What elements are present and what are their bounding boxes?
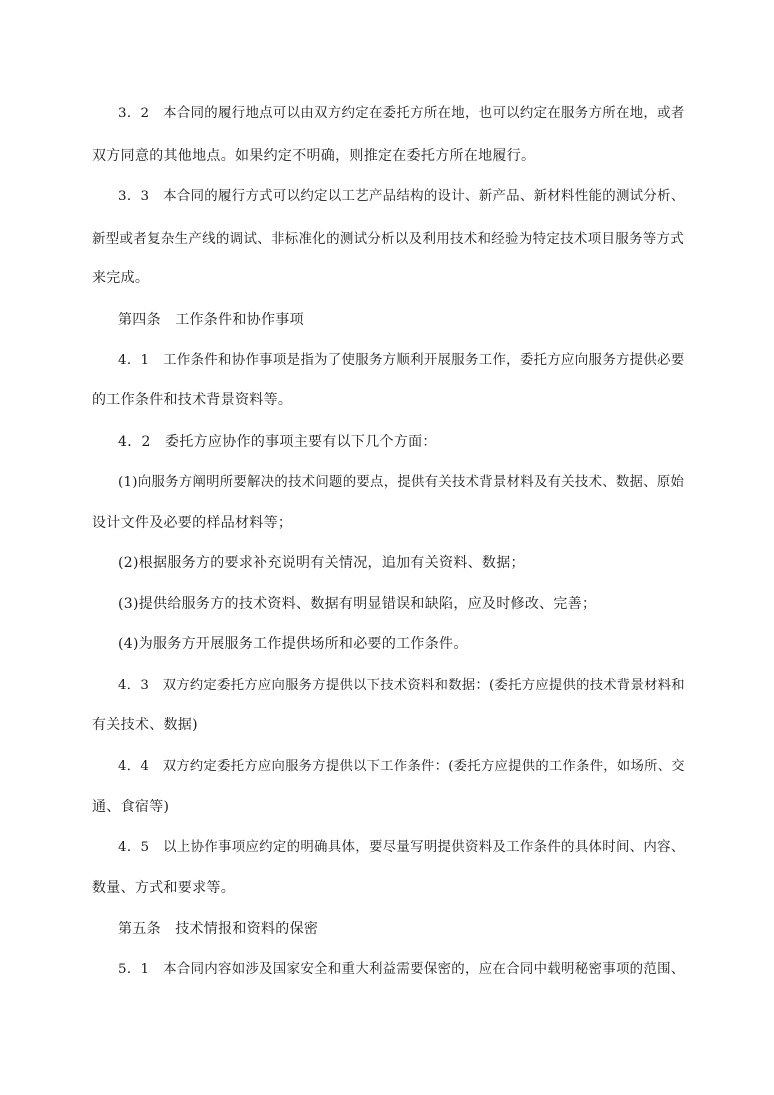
clause-4-5-line-2: 数量、方式和要求等。 <box>92 880 235 896</box>
clause-4-4-line-2: 通、食宿等) <box>92 799 170 815</box>
clause-4-3-line-1: 4．3 双方约定委托方应向服务方提供以下技术资料和数据：(委托方应提供的技术背景材料和 <box>118 678 685 693</box>
item-1-line-2: 设计文件及必要的样品材料等； <box>92 515 293 531</box>
item-1-line-1: (1)向服务方阐明所要解决的技术问题的要点，提供有关技术背景材料及有关技术、数据、原始 <box>118 475 685 490</box>
item-2: (2)根据服务方的要求补充说明有关情况，追加有关资料、数据； <box>118 555 525 571</box>
clause-4-5-line-1: 4．5 以上协作事项应约定的明确具体，要尽量写明提供资料及工作条件的具体时间、内容、 <box>118 840 685 855</box>
clause-3-3-line-1: 3．3 本合同的履行方式可以约定以工艺产品结构的设计、新产品、新材料性能的测试分析、 <box>118 189 685 204</box>
clause-4-1-line-1: 4．1 工作条件和协作事项是指为了使服务方顺利开展服务工作，委托方应向服务方提供必要 <box>118 353 685 368</box>
clause-5-1-line-1: 5．1 本合同内容如涉及国家安全和重大利益需要保密的，应在合同中载明秘密事项的范围、 <box>118 962 685 977</box>
item-3: (3)提供给服务方的技术资料、数据有明显错误和缺陷，应及时修改、完善； <box>118 596 597 612</box>
clause-4-1-line-2: 的工作条件和技术背景资料等。 <box>92 392 293 408</box>
clause-4-2: 4．2 委托方应协作的事项主要有以下几个方面： <box>118 434 437 450</box>
clause-4-3-line-2: 有关技术、数据) <box>92 717 198 733</box>
clause-3-3-line-2: 新型或者复杂生产线的调试、非标准化的测试分析以及利用技术和经验为特定技术项目服务等方式 <box>92 231 685 247</box>
clause-3-3-line-3: 来完成。 <box>92 270 150 286</box>
article-4-heading: 第四条 工作条件和协作事项 <box>118 312 304 328</box>
clause-3-2-line-1: 3．2 本合同的履行地点可以由双方约定在委托方所在地，也可以约定在服务方所在地，或者 <box>118 106 685 121</box>
clause-4-4-line-1: 4．4 双方约定委托方应向服务方提供以下工作条件：(委托方应提供的工作条件，如场所、交 <box>118 759 685 774</box>
article-5-heading: 第五条 技术情报和资料的保密 <box>118 921 319 937</box>
clause-3-2-line-2: 双方同意的其他地点。如果约定不明确，则推定在委托方所在地履行。 <box>92 148 536 164</box>
item-4: (4)为服务方开展服务工作提供场所和必要的工作条件。 <box>118 636 468 652</box>
